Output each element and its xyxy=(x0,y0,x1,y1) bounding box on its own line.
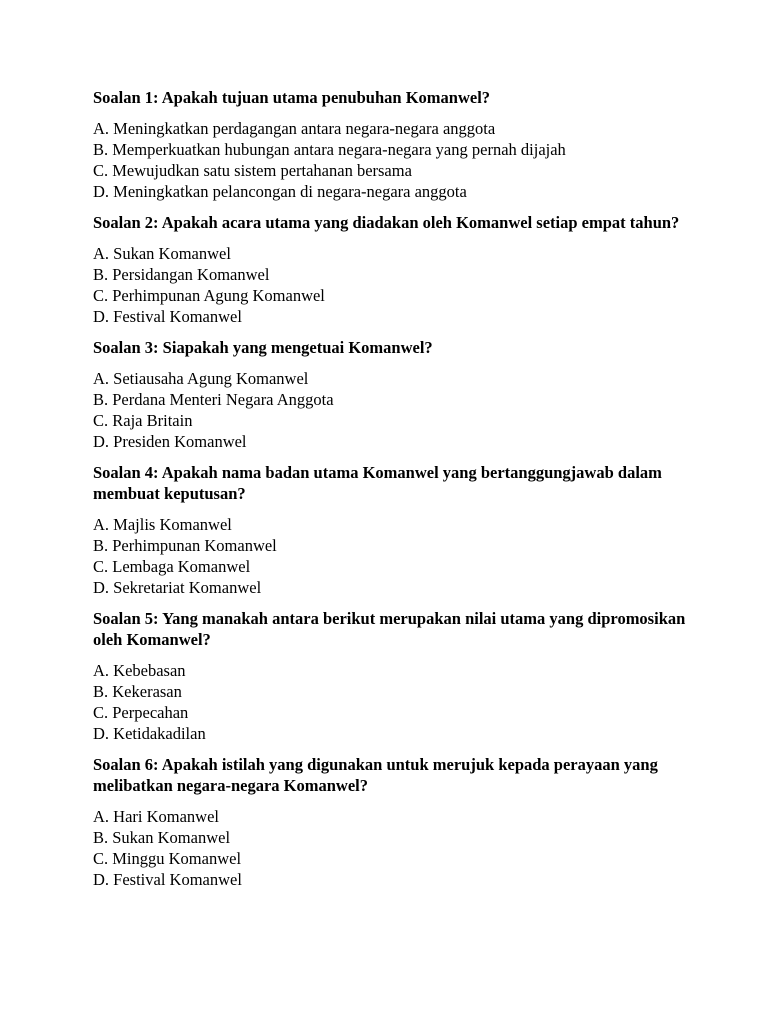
option-d: D. Sekretariat Komanwel xyxy=(93,578,262,597)
option-c: C. Lembaga Komanwel xyxy=(93,557,251,576)
question-6 xyxy=(93,754,693,890)
option-a: A. Sukan Komanwel xyxy=(93,244,231,263)
option-c: C. Perpecahan xyxy=(93,703,189,722)
option-c: C. Mewujudkan satu sistem pertahanan bersama xyxy=(93,161,412,180)
option-a: A. Setiausaha Agung Komanwel xyxy=(93,369,309,388)
question-title: Soalan 2: Apakah acara utama yang diadakan oleh Komanwel setiap empat tahun? xyxy=(93,213,680,232)
document-page xyxy=(93,87,693,900)
option-b: B. Perhimpunan Komanwel xyxy=(93,536,277,555)
option-list xyxy=(93,368,693,452)
option-list xyxy=(93,514,693,598)
option-list xyxy=(93,118,693,202)
question-2 xyxy=(93,212,693,327)
option-list xyxy=(93,660,693,744)
option-c: C. Raja Britain xyxy=(93,411,193,430)
question-title: Soalan 6: Apakah istilah yang digunakan untuk merujuk kepada perayaan yang melibatkan negara-negara Komanwel? xyxy=(93,755,658,795)
option-a: A. Majlis Komanwel xyxy=(93,515,232,534)
question-title: Soalan 4: Apakah nama badan utama Komanwel yang bertanggungjawab dalam membuat keputusan? xyxy=(93,463,662,503)
option-a: A. Hari Komanwel xyxy=(93,807,220,826)
option-a: A. Kebebasan xyxy=(93,661,186,680)
option-b: B. Sukan Komanwel xyxy=(93,828,231,847)
question-1 xyxy=(93,87,693,202)
question-5 xyxy=(93,608,693,744)
option-c: C. Minggu Komanwel xyxy=(93,849,242,868)
option-list xyxy=(93,243,693,327)
option-b: B. Kekerasan xyxy=(93,682,182,701)
question-title: Soalan 5: Yang manakah antara berikut merupakan nilai utama yang dipromosikan oleh Komanwel? xyxy=(93,609,686,649)
option-a: A. Meningkatkan perdagangan antara negara-negara anggota xyxy=(93,119,496,138)
option-b: B. Memperkuatkan hubungan antara negara-negara yang pernah dijajah xyxy=(93,140,566,159)
option-c: C. Perhimpunan Agung Komanwel xyxy=(93,286,325,305)
option-d: D. Festival Komanwel xyxy=(93,870,242,889)
option-d: D. Meningkatkan pelancongan di negara-negara anggota xyxy=(93,182,467,201)
question-title: Soalan 3: Siapakah yang mengetuai Komanwel? xyxy=(93,338,433,357)
option-list xyxy=(93,806,693,890)
option-d: D. Presiden Komanwel xyxy=(93,432,247,451)
option-b: B. Perdana Menteri Negara Anggota xyxy=(93,390,334,409)
question-3 xyxy=(93,337,693,452)
option-d: D. Festival Komanwel xyxy=(93,307,242,326)
option-b: B. Persidangan Komanwel xyxy=(93,265,270,284)
question-title: Soalan 1: Apakah tujuan utama penubuhan Komanwel? xyxy=(93,88,491,107)
question-4 xyxy=(93,462,693,598)
option-d: D. Ketidakadilan xyxy=(93,724,206,743)
